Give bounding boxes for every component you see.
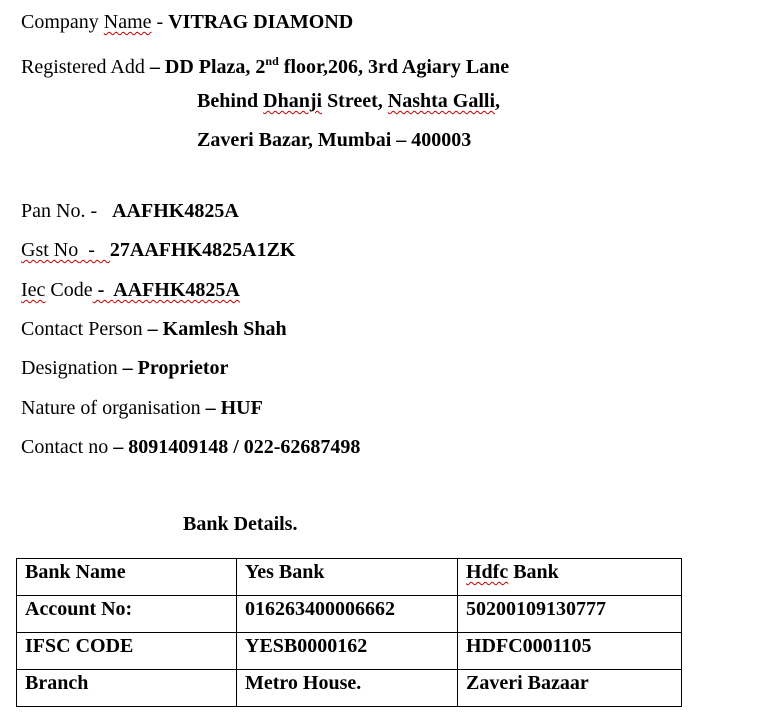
table-cell: Hdfc Bank xyxy=(458,559,682,596)
table-cell: IFSC CODE xyxy=(17,633,237,670)
company-line xyxy=(21,10,353,34)
table-cell: 016263400006662 xyxy=(237,596,458,633)
address-line-1 xyxy=(21,49,509,79)
table-cell: HDFC0001105 xyxy=(458,633,682,670)
designation-label: Designation xyxy=(21,357,118,379)
contact-no-value: 8091409148 / 022-62687498 xyxy=(128,436,361,458)
designation-value: Proprietor xyxy=(137,357,229,379)
pan-value: AAFHK4825A xyxy=(112,200,239,222)
company-label: Company Name - xyxy=(21,11,169,33)
iec-label: Iec Code xyxy=(21,279,93,301)
address-line-2: Behind Dhanji Street, Nashta Galli, xyxy=(197,90,501,112)
contact-no-label: Contact no xyxy=(21,436,109,458)
address-sep: – xyxy=(144,56,165,78)
nature-value: HUF xyxy=(220,397,263,419)
table-cell: Account No: xyxy=(17,596,237,633)
iec-line xyxy=(21,278,240,302)
table-row xyxy=(17,559,682,596)
iec-value: - AAFHK4825A xyxy=(92,279,240,301)
gst-line xyxy=(21,238,295,262)
address-line-3: Zaveri Bazar, Mumbai – 400003 xyxy=(197,129,472,151)
bank-details-table xyxy=(16,558,682,707)
table-cell: Branch xyxy=(17,670,237,707)
table-cell: Zaveri Bazaar xyxy=(458,670,682,707)
pan-label: Pan No. - xyxy=(21,200,113,222)
table-cell: 50200109130777 xyxy=(458,596,682,633)
designation-line: Designation – Proprietor xyxy=(21,357,229,379)
table-cell: Yes Bank xyxy=(237,559,458,596)
table-row xyxy=(17,596,682,633)
table-cell: Metro House. xyxy=(237,670,458,707)
company-name: VITRAG DIAMOND xyxy=(168,11,354,33)
address-label: Registered Add xyxy=(21,56,145,78)
gst-value: 27AAFHK4825A1ZK xyxy=(109,239,296,261)
table-cell: Bank Name xyxy=(17,559,237,596)
nature-label: Nature of organisation xyxy=(21,397,201,419)
table-row xyxy=(17,670,682,707)
contact-person-value: Kamlesh Shah xyxy=(162,318,287,340)
contact-person-line: Contact Person – Kamlesh Shah xyxy=(21,318,287,340)
address-line1-value: DD Plaza, 2nd floor,206, 3rd Agiary Lane xyxy=(164,54,510,78)
contact-person-label: Contact Person xyxy=(21,318,143,340)
contact-no-line: Contact no – 8091409148 / 022-62687498 xyxy=(21,436,361,458)
table-cell: YESB0000162 xyxy=(237,633,458,670)
nature-line: Nature of organisation – HUF xyxy=(21,397,263,419)
gst-label: Gst No - xyxy=(21,239,110,261)
pan-line xyxy=(21,199,239,223)
bank-details-heading: Bank Details. xyxy=(183,513,298,535)
table-row xyxy=(17,633,682,670)
